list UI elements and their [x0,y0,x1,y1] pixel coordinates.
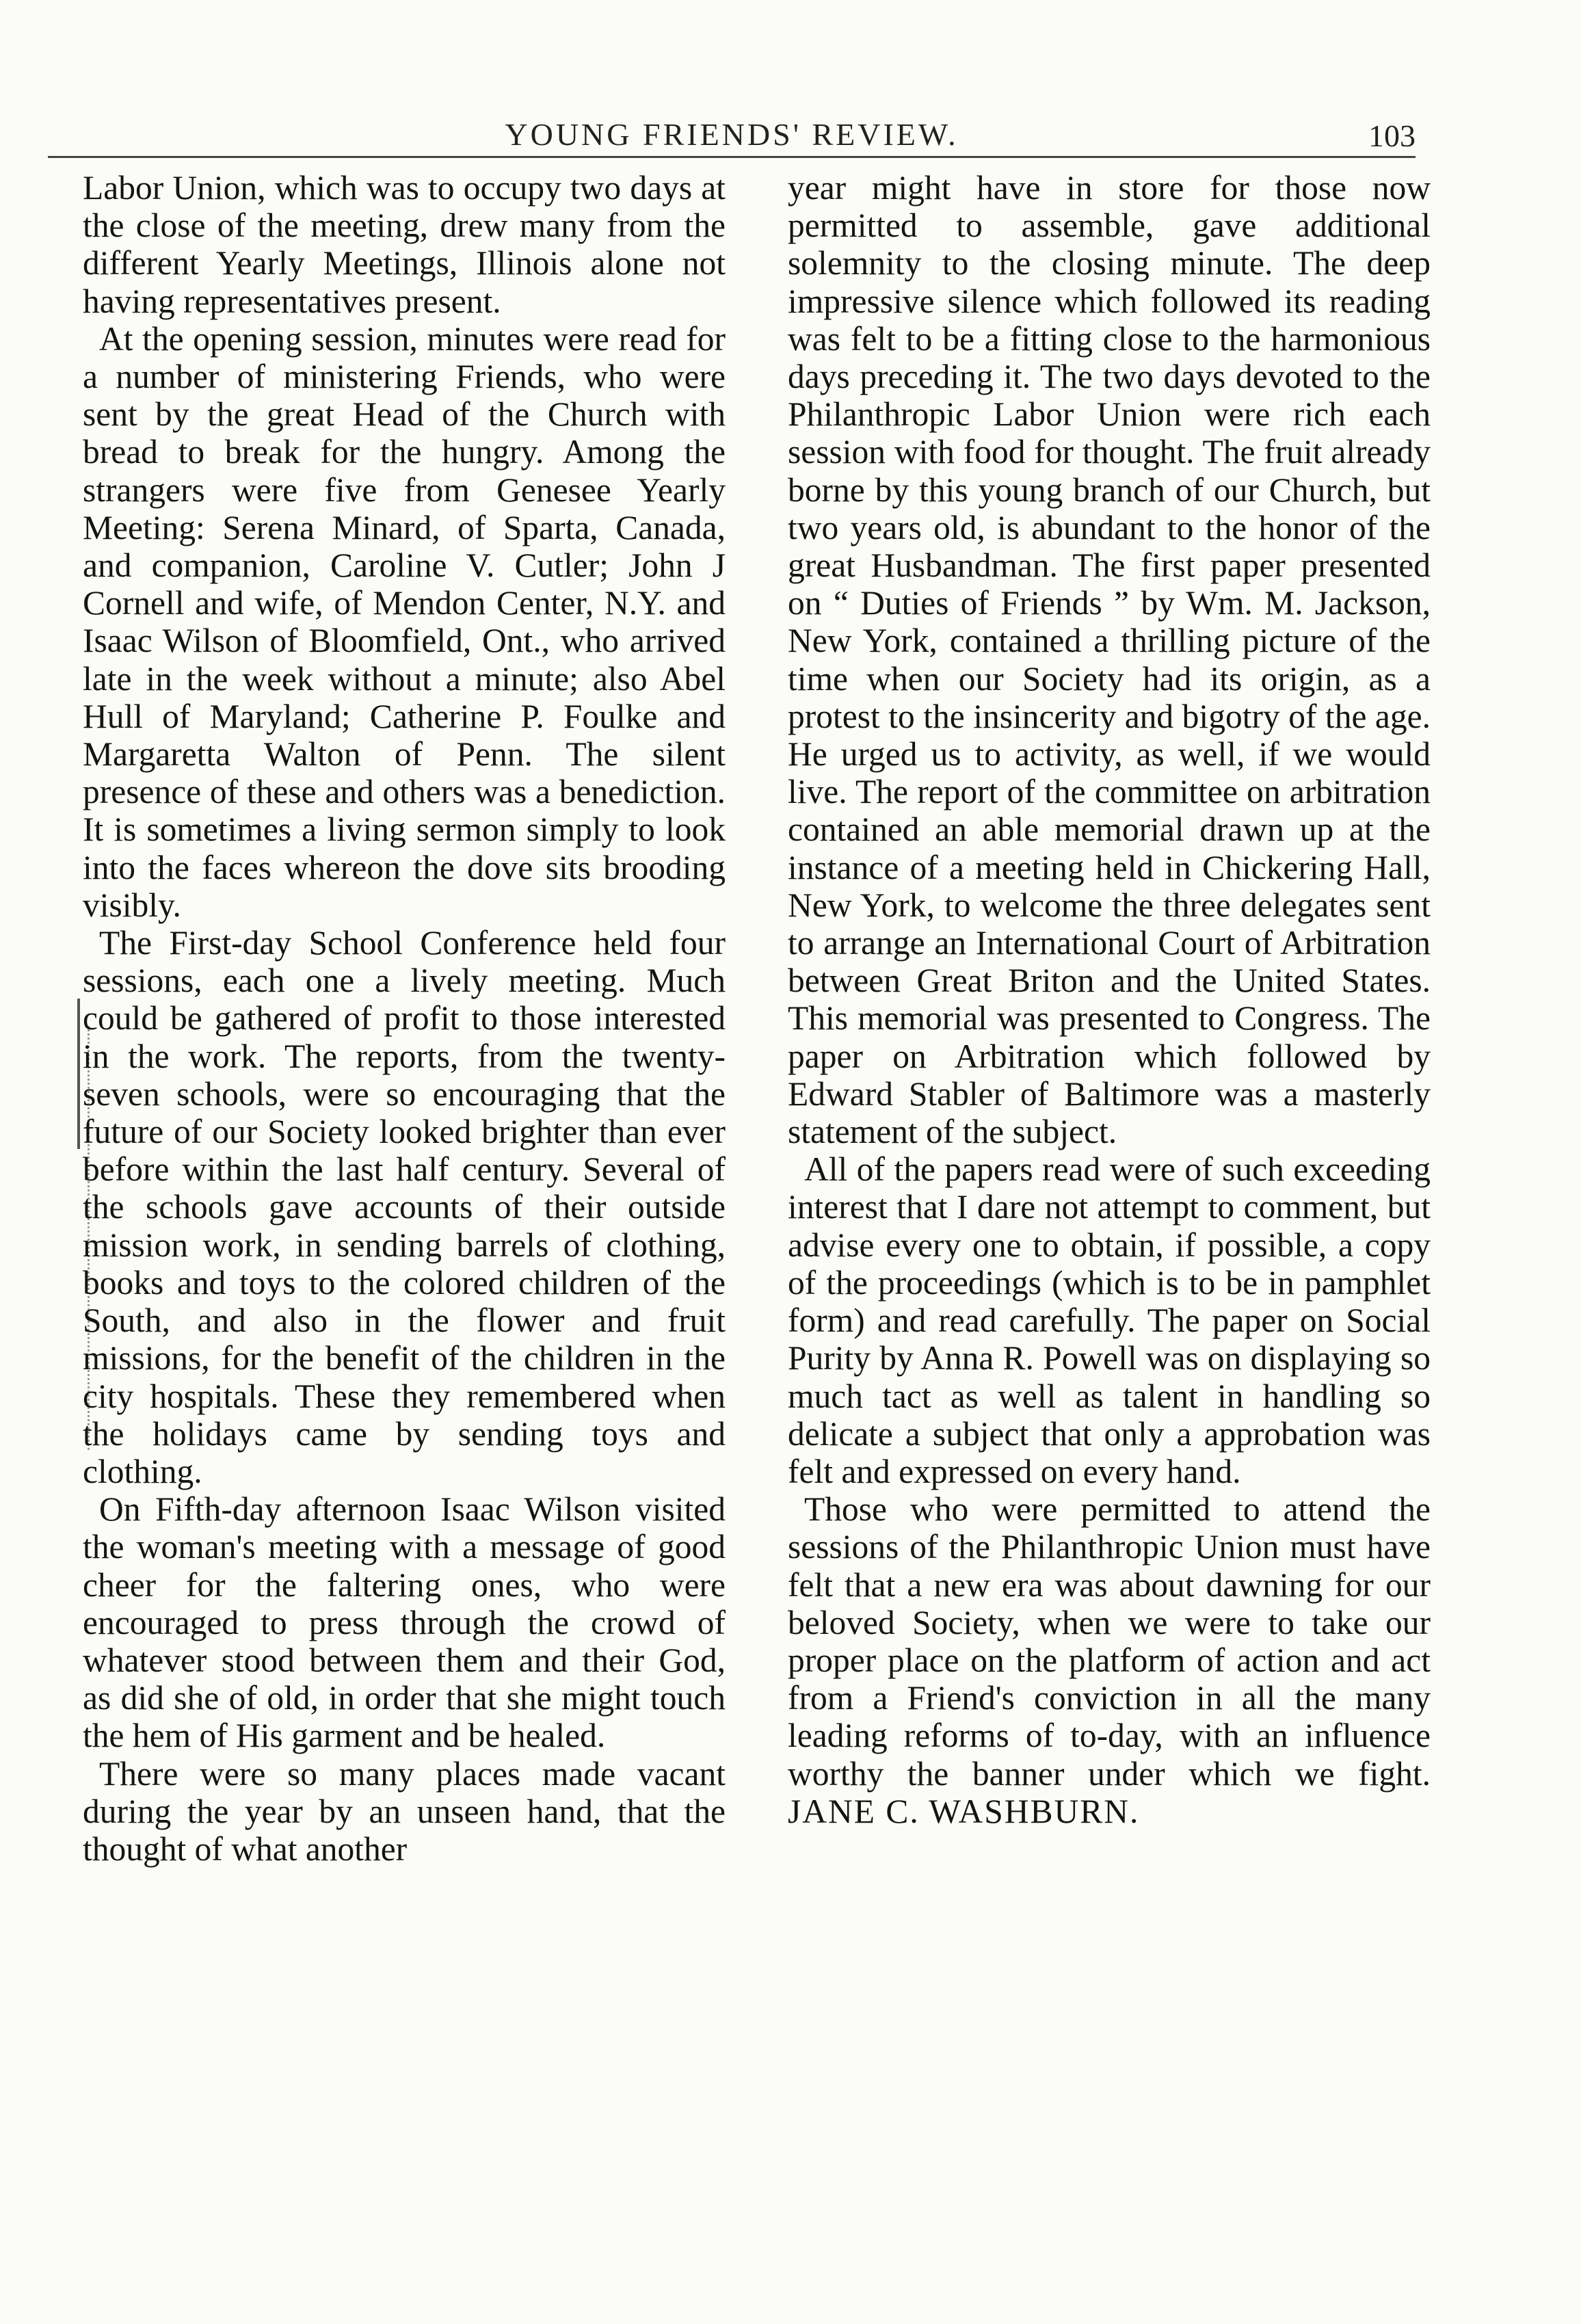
left-paragraph-3: The First-day School Conference held four sessions, each one a lively meeting. Much could be gathered of profit to those interested in the work. The reports, from the twenty-seven schools, were so encouraging that the future of our Society looked brighter than ever before within the last half century. Several of the schools gave accounts of their outside mission work, in sending barrels of clothing, books and toys to the colored children of the South, and also in the flower and fruit missions, for the benefit of the children in the city hospitals. These they remembered when the holidays came by sending toys and clothing. [83,924,726,1490]
right-paragraph-2: All of the papers read were of such exceeding interest that I dare not attempt to comment, but advise every one to obtain, if possible, a copy of the proceedings (which is to be in pamphlet form) and read carefully. The paper on Social Purity by Anna R. Powell was on displaying so much tact as well as talent in handling so delicate a subject that only a approbation was felt and expressed on every hand. [788,1150,1431,1490]
left-paragraph-4: On Fifth-day afternoon Isaac Wilson visited the woman's meeting with a message of good cheer for the faltering ones, who were encouraged to press through the crowd of whatever stood between them and their God, as did she of old, in order that she might touch the hem of His garment and be healed. [83,1490,726,1755]
right-paragraph-3 [788,1490,1431,1830]
left-paragraph-2: At the opening session, minutes were read for a number of ministering Friends, who were sent by the great Head of the Church with bread to break for the hungry. Among the strangers were five from Genesee Yearly Meeting: Serena Minard, of Sparta, Canada, and companion, Caroline V. Cutler; John J Cornell and wife, of Mendon Center, N.Y. and Isaac Wilson of Bloomfield, Ont., who arrived late in the week without a minute; also Abel Hull of Maryland; Catherine P. Foulke and Margaretta Walton of Penn. The silent presence of these and others was a benediction. It is sometimes a living sermon simply to look into the faces whereon the dove sits brooding visibly. [83,319,726,924]
author-signature: JANE C. WASHBURN. [788,1792,1140,1830]
page-header-title: YOUNG FRIENDS' REVIEW. [505,117,959,152]
running-head [48,109,1416,157]
page-number: 103 [1368,118,1416,153]
left-paragraph-1: Labor Union, which was to occupy two days at the close of the meeting, drew many from the different Yearly Meetings, Illinois alone not having representatives present. [83,169,726,320]
left-column [83,169,726,1868]
margin-mark [77,999,80,1149]
left-paragraph-5: There were so many places made vacant during the year by an unseen hand, that the thought of what another [83,1754,726,1868]
right-column [788,169,1431,1830]
right-paragraph-3-text: Those who were permitted to attend the sessions of the Philanthropic Union must have felt that a new era was about dawning for our beloved Society, when we were to take our proper place on the platform of action and act from a Friend's conviction in all the many leading reforms of to-day, with an influence worthy the banner under which we fight. [788,1490,1431,1793]
right-paragraph-1: year might have in store for those now permitted to assemble, gave additional solemnity to the closing minute. The deep impressive silence which followed its reading was felt to be a fitting close to the harmonious days preceding it. The two days devoted to the Philanthropic Labor Union were rich each session with food for thought. The fruit already borne by this young branch of our Church, but two years old, is abundant to the honor of the great Husbandman. The first paper presented on “ Duties of Friends ” by Wm. M. Jackson, New York, contained a thrilling picture of the time when our Society had its origin, as a protest to the insincerity and bigotry of the age. He urged us to activity, as well, if we would live. The report of the committee on arbitration contained an able memorial drawn up at the instance of a meeting held in Chickering Hall, New York, to welcome the three delegates sent to arrange an International Court of Arbitration between Great Briton and the United States. This memorial was presented to Congress. The paper on Arbitration which followed by Edward Stabler of Baltimore was a masterly statement of the subject. [788,169,1431,1151]
header-rule [48,156,1416,158]
